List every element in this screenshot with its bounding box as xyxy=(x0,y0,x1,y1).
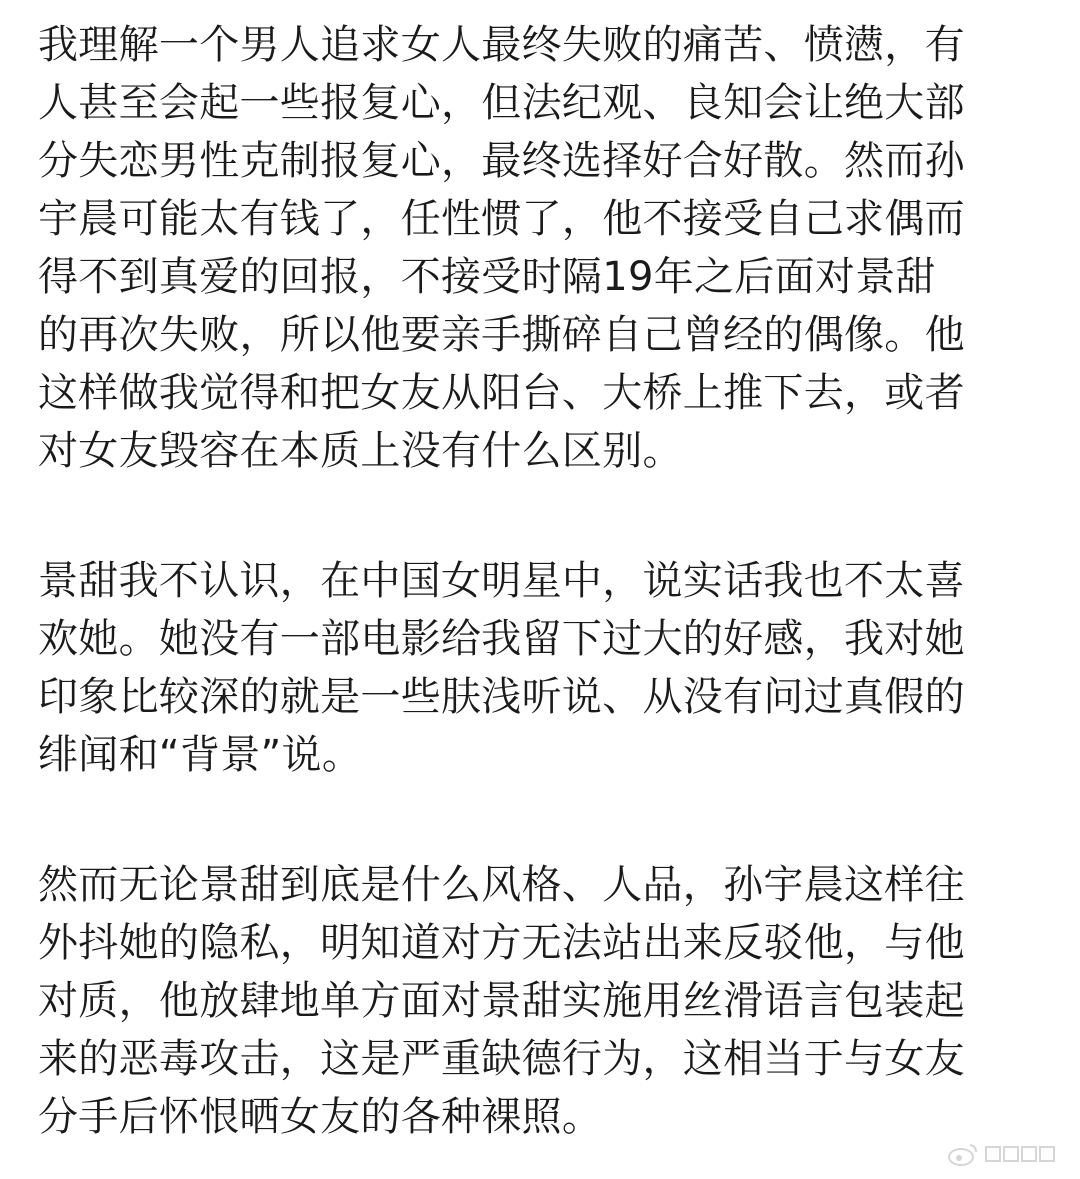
text-line: 得不到真爱的回报，不接受时隔19年之后面对景甜 xyxy=(38,254,936,300)
text-line: 来的恶毒攻击，这是严重缺德行为，这相当于与女友 xyxy=(38,1036,965,1082)
text-line: 我理解一个男人追求女人最终失败的痛苦、愤懑，有 xyxy=(38,22,965,68)
text-line: 的再次失败，所以他要亲手撕碎自己曾经的偶像。他 xyxy=(38,312,965,358)
text-line: 欢她。她没有一部电影给我留下过大的好感，我对她 xyxy=(38,616,965,662)
text-line: 绯闻和“背景”说。 xyxy=(38,732,363,778)
text-line: 外抖她的隐私，明知道对方无法站出来反驳他，与他 xyxy=(38,920,965,966)
text-line: 景甜我不认识，在中国女明星中，说实话我也不太喜 xyxy=(38,558,965,604)
text-line: 分失恋男性克制报复心，最终选择好合好散。然而孙 xyxy=(38,138,965,184)
text-line: 人甚至会起一些报复心，但法纪观、良知会让绝大部 xyxy=(38,80,965,126)
text-line: 然而无论景甜到底是什么风格、人品，孙宇晨这样往 xyxy=(38,862,965,908)
text-line: 对质，他放肆地单方面对景甜实施用丝滑语言包装起 xyxy=(38,978,965,1024)
text-line: 宇晨可能太有钱了，任性惯了，他不接受自己求偶而 xyxy=(38,196,965,242)
text-line: 分手后怀恨晒女友的各种裸照。 xyxy=(38,1094,603,1140)
text-line: 这样做我觉得和把女友从阳台、大桥上推下去，或者 xyxy=(38,370,965,416)
text-line: 对女友毁容在本质上没有什么区别。 xyxy=(38,428,683,474)
weibo-logo-icon xyxy=(946,1139,1068,1169)
text-line: 印象比较深的就是一些肤浅听说、从没有问过真假的 xyxy=(38,674,965,720)
